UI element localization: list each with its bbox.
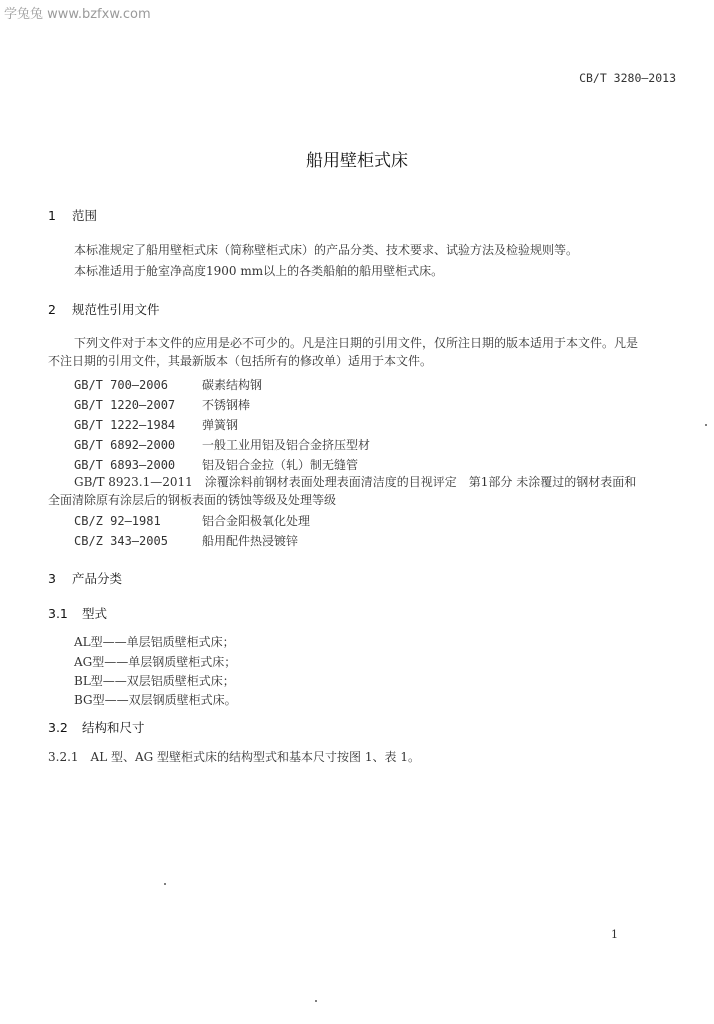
reference-item: CB/Z 343—2005 船用配件热浸镀锌 (74, 534, 299, 548)
reference-item: CB/Z 92—1981 铝合金阳极氧化处理 (74, 514, 311, 528)
type-item: AL型——单层铝质壁柜式床； (74, 635, 235, 649)
scan-speck (315, 1000, 317, 1002)
page-number: 1 (611, 928, 618, 941)
document-title: 船用壁柜式床 (306, 151, 408, 171)
type-item: BG型——双层钢质壁柜式床。 (74, 693, 237, 707)
standard-code: CB/T 3280—2013 (579, 71, 676, 85)
scan-speck (164, 883, 166, 885)
section-1-paragraph-1: 本标准规定了船用壁柜式床（简称壁柜式床）的产品分类、技术要求、试验方法及检验规则等。 (74, 243, 579, 257)
scan-speck (705, 424, 707, 426)
reference-item: GB/T 1222—1984 弹簧钢 (74, 418, 239, 432)
section-3-heading: 3 产品分类 (48, 571, 123, 586)
section-2-heading: 2 规范性引用文件 (48, 302, 160, 317)
reference-item-long: GB/T 8923.1—2011 涂覆涂料前钢材表面处理表面清洁度的目视评定 第1部分 未涂覆过的钢材表面和全面清除原有涂层后的钢板表面的锈蚀等级及处理等级 (48, 475, 637, 507)
watermark: 学兔兔 www.bzfxw.com (4, 7, 151, 22)
reference-item: GB/T 1220—2007 不锈钢棒 (74, 398, 251, 412)
section-1-paragraph-2: 本标准适用于舱室净高度1900 mm以上的各类船舶的船用壁柜式床。 (74, 264, 444, 278)
section-3-1-heading: 3.1 型式 (48, 606, 108, 621)
type-item: BL型——双层铝质壁柜式床； (74, 674, 235, 688)
reference-item: GB/T 6892—2000 一般工业用铝及铝合金挤压型材 (74, 438, 371, 452)
section-2-intro: 下列文件对于本文件的应用是必不可少的。凡是注日期的引用文件，仅所注日期的版本适用于本文件。凡是不注日期的引用文件，其最新版本（包括所有的修改单）适用于本文件。 (48, 336, 639, 368)
section-3-2-1-text: 3.2.1 AL 型、AG 型壁柜式床的结构型式和基本尺寸按图 1、表 1。 (48, 750, 420, 764)
reference-item: GB/T 700—2006 碳素结构钢 (74, 378, 263, 392)
section-1-heading: 1 范围 (48, 208, 98, 223)
section-3-2-heading: 3.2 结构和尺寸 (48, 720, 145, 735)
type-item: AG型——单层钢质壁柜式床； (74, 655, 237, 669)
reference-item: GB/T 6893—2000 铝及铝合金拉（轧）制无缝管 (74, 458, 359, 472)
